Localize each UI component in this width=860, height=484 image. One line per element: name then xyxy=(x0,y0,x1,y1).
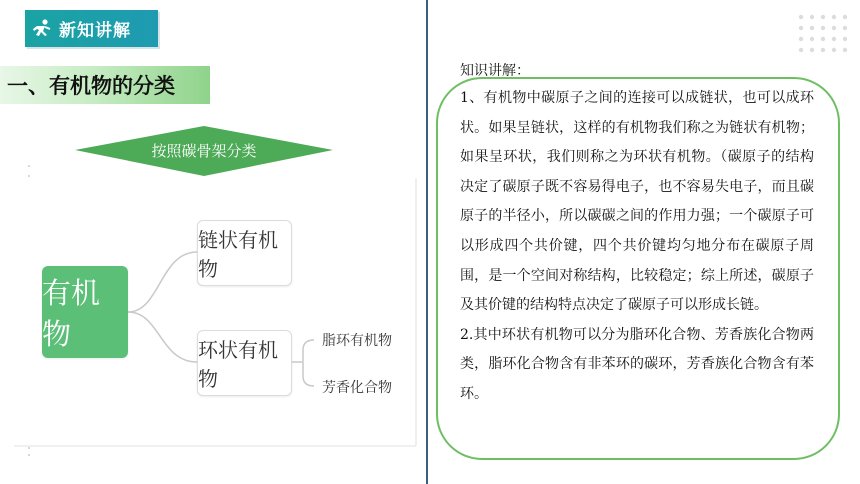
chain-node xyxy=(197,220,292,286)
root-node-organic-compound xyxy=(42,266,128,358)
knowledge-paragraph-1: 1、有机物中碳原子之间的连接可以成链状，也可以成环状。如果呈链状，这样的有机物我们称之为链状有机物；如果呈环状，我们则称之为环状有机物。（碳原子的结构决定了碳原子既不容易得电子，也不容易失电子，而且碳原子的半径小，所以碳碳之间的作用力强；一个碳原子可以形成四个共价键，四个共价键均匀地分布在碳原子周围，是一个空间对称结构，比较稳定；综上所述，碳原子及其价键的结构特点决定了碳原子可以形成长链。 xyxy=(460,90,814,314)
banner-title: 新知讲解 xyxy=(59,21,131,41)
knowledge-body xyxy=(460,84,814,410)
ring-node-label: 环状有机物 xyxy=(198,338,278,391)
dot-grid-decoration xyxy=(797,13,849,57)
ring-node xyxy=(197,330,292,396)
leaf-alicyclic: 脂环有机物 xyxy=(322,333,392,349)
vertical-divider xyxy=(426,0,428,484)
knowledge-heading: 知识讲解： xyxy=(460,63,530,79)
classify-label: 按照碳骨架分类 xyxy=(151,141,257,160)
chain-node-label: 链状有机物 xyxy=(198,228,278,281)
leaf-aromatic: 芳香化合物 xyxy=(322,380,392,396)
root-node-label: 有机物 xyxy=(42,276,101,351)
section-title-text: 一、有机物的分类 xyxy=(7,74,175,98)
knowledge-paragraph-2: 2.其中环状有机物可以分为脂环化合物、芳香族化合物两类，脂环化合物含有非苯环的碳环，芳香族化合物含有苯环。 xyxy=(460,326,814,402)
